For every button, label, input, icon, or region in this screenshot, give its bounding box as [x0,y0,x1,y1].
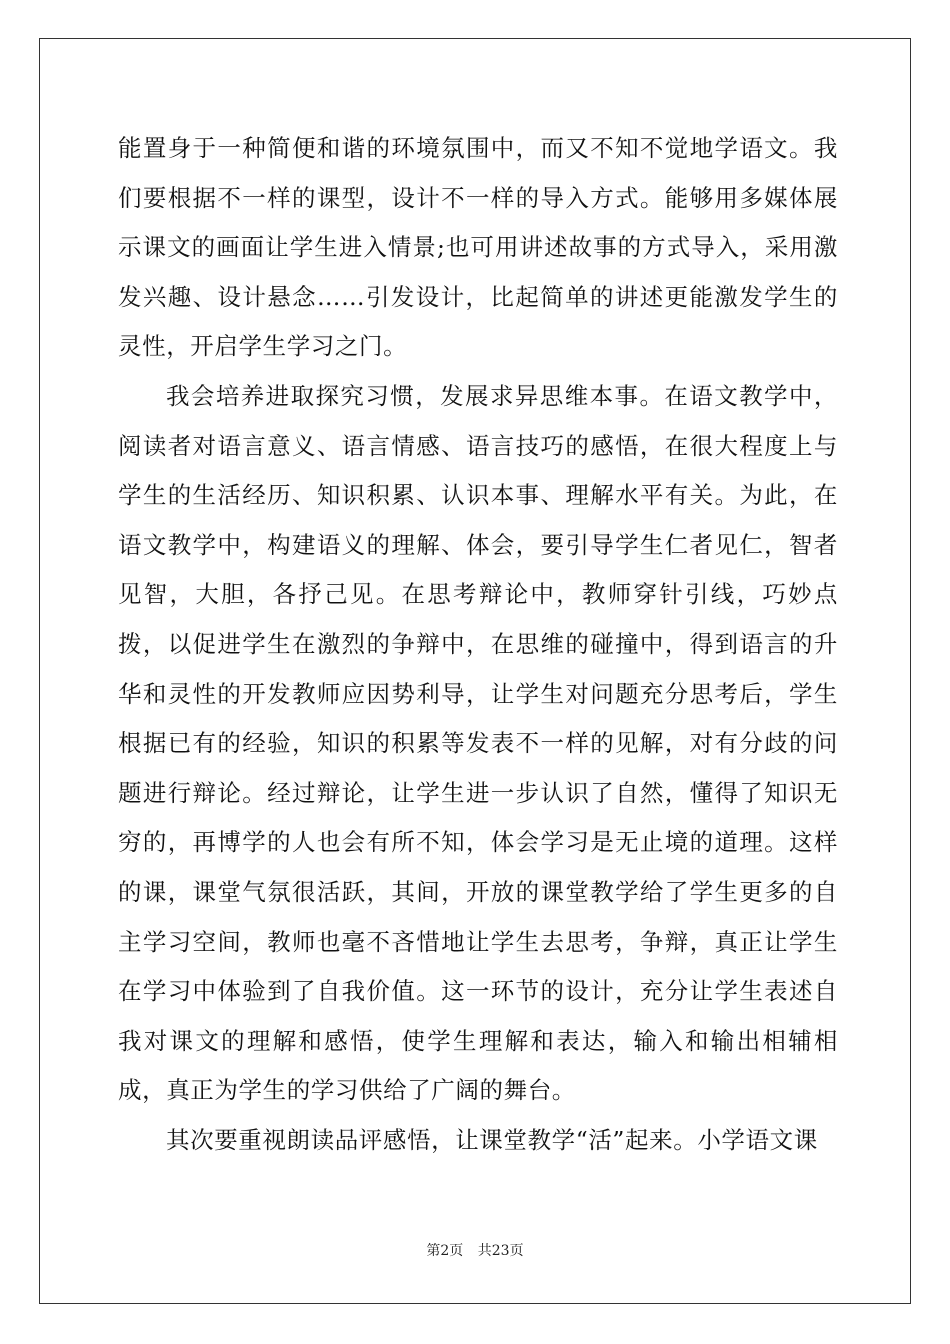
page-number: 第2页 [426,1243,464,1259]
document-body [118,124,838,1165]
paragraph-3: 其次要重视朗读品评感悟，让课堂教学“活”起来。小学语文课 [166,1125,818,1154]
paragraph-2: 我会培养进取探究习惯，发展求异思维本事。在语文教学中，阅读者对语言意义、语言情感、语言技巧的感悟，在很大程度上与学生的生活经历、知识积累、认识本事、理解水平有关。为此，在语文教学中，构建语义的理解、体会，要引导学生仁者见仁，智者见智，大胆，各抒己见。在思考辩论中，教师穿针引线，巧妙点拨，以促进学生在激烈的争辩中，在思维的碰撞中，得到语言的升华和灵性的开发教师应因势利导，让学生对问题充分思考后，学生根据已有的经验，知识的积累等发表不一样的见解，对有分歧的问题进行辩论。经过辩论，让学生进一步认识了自然，懂得了知识无穷的，再博学的人也会有所不知，体会学习是无止境的道理。这样的课，课堂气氛很活跃，其间，开放的课堂教学给了学生更多的自主学习空间，教师也毫不吝惜地让学生去思考，争辩，真正让学生在学习中体验到了自我价值。这一环节的设计，充分让学生表述自我对课文的理解和感悟，使学生理解和表达，输入和输出相辅相成，真正为学生的学习供给了广阔的舞台。 [118,381,838,1105]
page-total: 共23页 [477,1243,524,1259]
paragraph-1: 能置身于一种简便和谐的环境氛围中，而又不知不觉地学语文。我们要根据不一样的课型，设计不一样的导入方式。能够用多媒体展示课文的画面让学生进入情景;也可用讲述故事的方式导入，采用激发兴趣、设计悬念……引发设计，比起简单的讲述更能激发学生的灵性，开启学生学习之门。 [118,134,838,361]
page-footer [0,1240,950,1260]
